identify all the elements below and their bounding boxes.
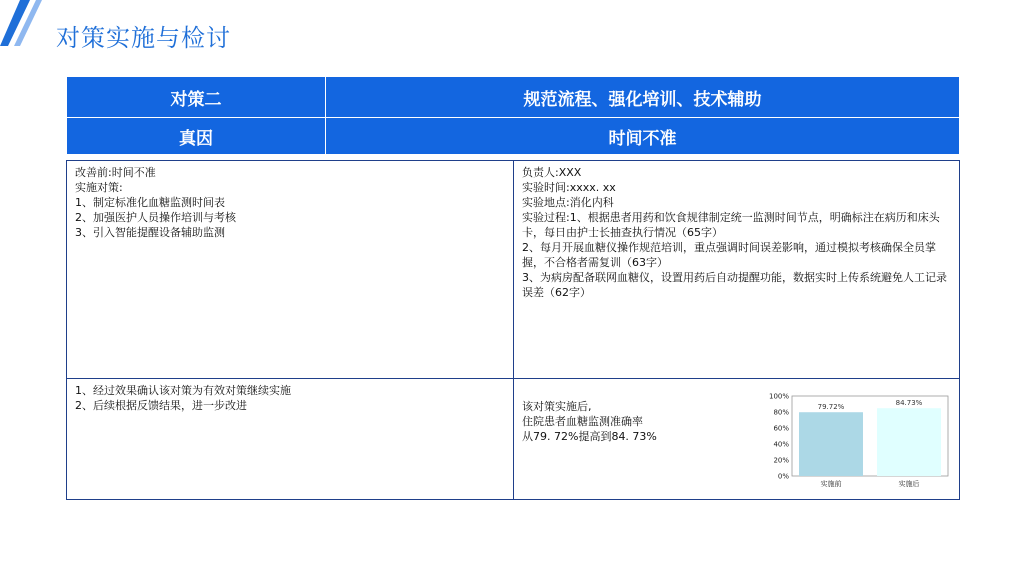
y-tick-label: 40% bbox=[773, 440, 789, 449]
root-cause-label: 真因 bbox=[67, 118, 326, 155]
result-line: 住院患者血糖监测准确率 bbox=[522, 415, 643, 428]
plan-cell bbox=[75, 165, 505, 240]
result-line: 从79. 72%提高到84. 73% bbox=[522, 430, 657, 443]
result-cell bbox=[522, 399, 752, 444]
x-tick-label: 实施前 bbox=[820, 480, 842, 488]
page-title: 对策实施与检讨 bbox=[56, 24, 231, 52]
execution-line: 负责人:XXX bbox=[522, 166, 582, 179]
corner-stripes-decoration bbox=[0, 0, 60, 50]
followup-line: 2、后续根据反馈结果，进一步改进 bbox=[75, 399, 247, 412]
countermeasure-value: 规范流程、强化培训、技术辅助 bbox=[326, 77, 960, 118]
plan-line: 实施对策: bbox=[75, 181, 123, 194]
bar bbox=[799, 412, 863, 476]
execution-line: 实验过程:1、根据患者用药和饮食规律制定统一监测时间节点，明确标注在病历和床头卡，每日由护士长抽查执行情况（65字） bbox=[522, 211, 940, 239]
execution-line: 实验地点:消化内科 bbox=[522, 196, 614, 209]
execution-line: 实验时间:xxxx. xx bbox=[522, 181, 616, 194]
y-tick-label: 0% bbox=[777, 472, 789, 481]
bar-data-label: 79.72% bbox=[817, 403, 845, 412]
plan-line: 2、加强医护人员操作培训与考核 bbox=[75, 211, 236, 224]
y-tick-label: 20% bbox=[773, 456, 789, 465]
horizontal-divider bbox=[67, 378, 959, 379]
execution-cell bbox=[522, 165, 954, 300]
execution-line: 2、每月开展血糖仪操作规范培训，重点强调时间误差影响，通过模拟考核确保全员掌握，不合格者需复训（63字） bbox=[522, 241, 936, 269]
y-tick-label: 60% bbox=[773, 424, 789, 433]
bar bbox=[877, 408, 941, 476]
followup-cell bbox=[75, 383, 505, 413]
vertical-divider bbox=[513, 161, 514, 499]
execution-line: 3、为病房配备联网血糖仪，设置用药后自动提醒功能，数据实时上传系统避免人工记录误差（62字） bbox=[522, 271, 947, 299]
followup-line: 1、经过效果确认该对策为有效对策继续实施 bbox=[75, 384, 291, 397]
bar-data-label: 84.73% bbox=[895, 399, 923, 408]
root-cause-value: 时间不准 bbox=[326, 118, 960, 155]
accuracy-bar-chart bbox=[752, 386, 952, 492]
plan-line: 改善前:时间不准 bbox=[75, 166, 156, 179]
y-tick-label: 100% bbox=[768, 392, 789, 401]
plan-line: 3、引入智能提醒设备辅助监测 bbox=[75, 226, 225, 239]
x-tick-label: 实施后 bbox=[898, 480, 920, 488]
countermeasure-label: 对策二 bbox=[67, 77, 326, 118]
result-line: 该对策实施后, bbox=[522, 400, 592, 413]
y-tick-label: 80% bbox=[773, 408, 789, 417]
plan-line: 1、制定标准化血糖监测时间表 bbox=[75, 196, 225, 209]
header-table bbox=[66, 76, 960, 155]
